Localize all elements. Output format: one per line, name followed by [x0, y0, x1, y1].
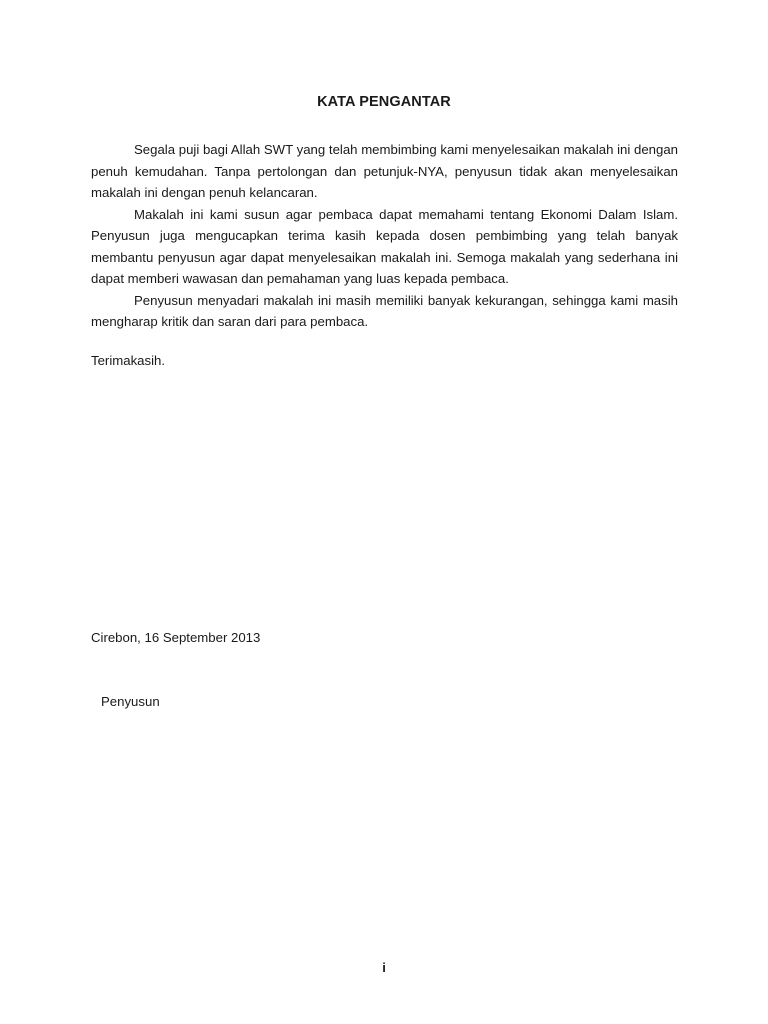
paragraph-1: Segala puji bagi Allah SWT yang telah membimbing kami menyelesaikan makalah ini dengan penuh kemudahan. Tanpa pertolongan dan petunjuk-NYA, penyusun tidak akan menyelesaikan makalah ini dengan penuh kelancaran. [91, 142, 678, 200]
signer-name: Penyusun [101, 694, 160, 709]
page-number: i [382, 960, 386, 975]
closing-text: Terimakasih. [91, 353, 166, 368]
place-date: Cirebon, 16 September 2013 [91, 630, 261, 645]
page-title: KATA PENGANTAR [317, 94, 451, 110]
paragraph-3: Penyusun menyadari makalah ini masih memiliki banyak kekurangan, sehingga kami masih mengharap kritik dan saran dari para pembaca. [91, 292, 678, 329]
paragraph-2: Makalah ini kami susun agar pembaca dapat memahami tentang Ekonomi Dalam Islam. Penyusun juga mengucapkan terima kasih kepada dosen pembimbing yang telah banyak membantu penyusun agar dapat menyelesaikan makalah ini. Semoga makalah yang sederhana ini dapat memberi wawasan dan pemahaman yang luas kepada pembaca. [91, 206, 678, 286]
body-text [91, 139, 678, 333]
